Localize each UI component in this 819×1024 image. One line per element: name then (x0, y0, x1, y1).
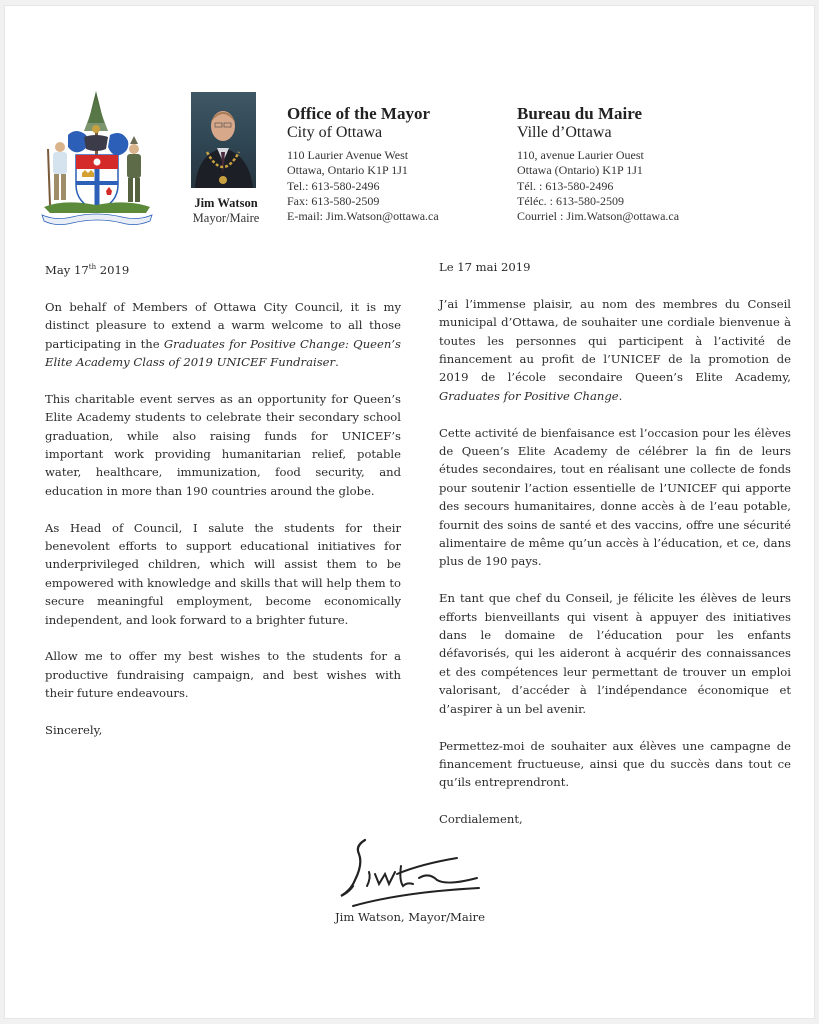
telephone: Tel.: 613-580-2496 (287, 178, 380, 193)
date-year: 2019 (96, 263, 130, 277)
closing: Cordialement, (439, 812, 523, 827)
telephone: Tél. : 613-580-2496 (517, 178, 614, 193)
office-title: Office of the Mayor (287, 104, 431, 123)
letter-date (45, 258, 401, 279)
closing: Sincerely, (45, 723, 103, 738)
paragraph-event: Cette activité de bienfaisance est l’occasion pour les élèves de Queen’s Elite Academy de célébrer la fin de leurs études secondaires, tout en réalisant une collecte de fonds pour soutenir l’action essentielle de l’UNICEF qui apporte des secours humanitaires, donne accès à de l’eau potable, fournit des soins de santé et des vaccins, offre une sécurité alimentaire de même qu’un accès à l’éducation, et ce, dans plus de 190 pays. (439, 425, 791, 569)
paragraph-wishes: Permettez-moi de souhaiter aux élèves une campagne de financement fructueuse, ainsi que du succès dans tout ce qu’ils entreprendront. (439, 738, 791, 790)
paragraph-text: . (618, 388, 623, 403)
fax: Fax: 613-580-2509 (287, 193, 380, 208)
event-name: Graduates for Positive Change (439, 388, 619, 403)
office-city: Ville d’Ottawa (517, 124, 612, 141)
office-block-english (287, 104, 439, 224)
paragraph-text: On behalf of Members of Ottawa City Council, it is my distinct pleasure to extend a warm welcome to all those participating in the (45, 299, 401, 351)
mayor-photo (191, 92, 256, 188)
signature-name: Jim Watson, Mayor/Maire (335, 910, 485, 924)
signature-icon (335, 832, 495, 912)
coat-of-arms-icon (38, 89, 156, 229)
paragraph-wishes: Allow me to offer my best wishes to the students for a productive fundraising campaign, and best wishes with their future endeavours. (45, 649, 401, 701)
event-name: Graduates for Positive Change: Queen’s Elite Academy Class of 2019 UNICEF Fundraiser (45, 336, 401, 370)
mayor-title: Mayor/Maire (192, 211, 260, 225)
office-city: City of Ottawa (287, 124, 383, 141)
paragraph-welcome (439, 295, 791, 405)
paragraph-welcome (45, 298, 401, 372)
paragraph-text: . (335, 355, 339, 370)
address-line-1: 110, avenue Laurier Ouest (517, 148, 644, 162)
mayor-name: Jim Watson (194, 196, 258, 210)
paragraph-salute: En tant que chef du Conseil, je félicite les élèves de leurs efforts bienveillants qui visent à appuyer des initiatives dans le domaine de l’éducation pour les enfants défavorisés, qui les aideront à acquérir des connaissances et des compétences leur permettant de trouver un emploi valorisant, d’accéder à l’indépendance économique et d’aspirer à un bel avenir. (439, 591, 791, 716)
fax: Téléc. : 613-580-2509 (517, 193, 624, 208)
email: E-mail: Jim.Watson@ottawa.ca (287, 209, 439, 224)
paragraph-text: J’ai l’immense plaisir, au nom des membres du Conseil municipal d’Ottawa, de souhaiter une cordiale bienvenue à toutes les personnes qui participent à l’activité de financement au profit de l’UNICEF de la promotion de 2019 de l’école secondaire Queen’s Elite Academy, (439, 296, 791, 385)
date-suffix: th (88, 263, 97, 271)
english-letter-body (45, 258, 401, 758)
address-line-1: 110 Laurier Avenue West (287, 148, 409, 162)
office-title: Bureau du Maire (517, 104, 642, 123)
address-line-2: Ottawa, Ontario K1P 1J1 (287, 163, 408, 178)
portrait-icon (191, 92, 256, 188)
office-block-french (517, 104, 679, 224)
letter-date: Le 17 mai 2019 (439, 260, 531, 274)
date-text: May 17 (45, 263, 89, 277)
paragraph-salute: As Head of Council, I salute the students for their benevolent efforts to support educational initiatives for underprivileged children, which will assist them to be empowered with knowledge and skills that will help them to secure meaningful employment, become economically independent, and look forward to a brighter future. (45, 520, 401, 627)
paragraph-event: This charitable event serves as an opportunity for Queen’s Elite Academy students to celebrate their secondary school graduation, while also raising funds for UNICEF’s important work providing humanitarian relief, potable water, healthcare, immunization, food security, and education in more than 190 countries around the globe. (45, 391, 401, 498)
address-line-2: Ottawa (Ontario) K1P 1J1 (517, 163, 643, 178)
french-letter-body (439, 258, 791, 847)
email: Courriel : Jim.Watson@ottawa.ca (517, 209, 680, 224)
letter-page (4, 5, 815, 1019)
